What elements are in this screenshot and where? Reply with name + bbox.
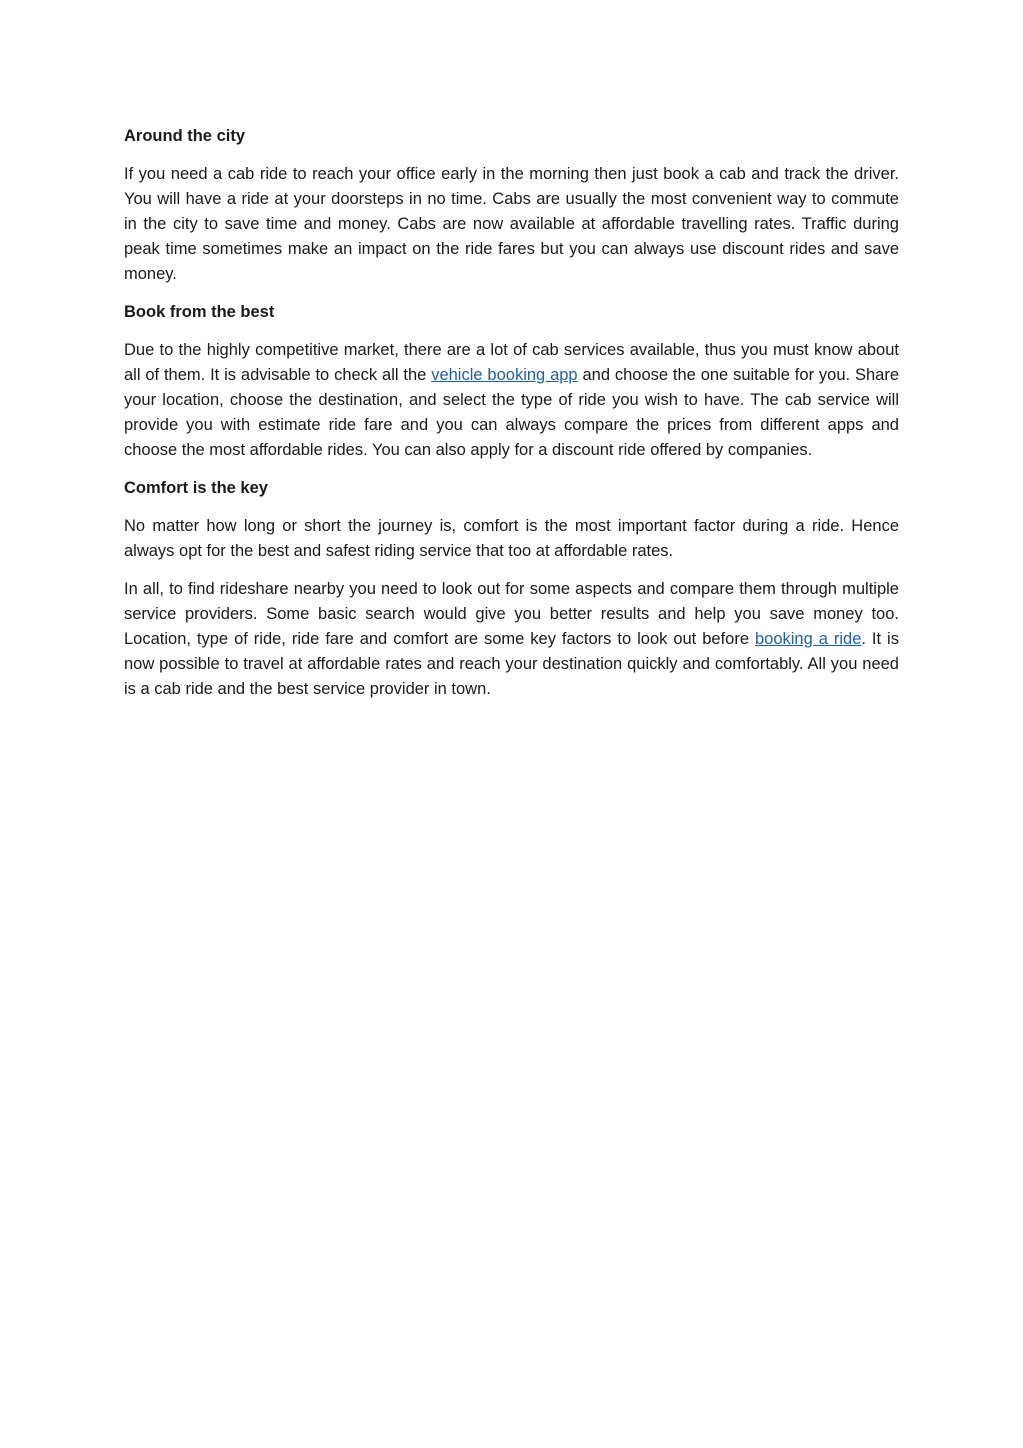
section-heading-around-the-city: Around the city [124, 127, 246, 145]
document-page [124, 124, 899, 715]
paragraph-text-before-link: Due to the highly competitive market, there are a lot of cab services available, thus you must know about all of them. It is advisable to check all the [124, 341, 899, 384]
closing-paragraph [124, 577, 899, 702]
section-heading-book-from-the-best: Book from the best [124, 303, 275, 321]
vehicle-booking-app-link[interactable]: vehicle booking app [431, 366, 578, 384]
section-paragraph-around-the-city: If you need a cab ride to reach your office early in the morning then just book a cab and track the driver. You will have a ride at your doorsteps in no time. Cabs are usually the most convenient way to commute in the city to save time and money. Cabs are now available at affordable travelling rates. Traffic during peak time sometimes make an impact on the ride fares but you can always use discount rides and save money. [124, 165, 899, 283]
section-heading-comfort-is-the-key: Comfort is the key [124, 479, 268, 497]
booking-a-ride-link[interactable]: booking a ride [754, 630, 862, 648]
closing-text-after-link: . It is now possible to travel at affordable rates and reach your destination quickly and comfortably. All you need is a cab ride and the best service provider in town. [124, 630, 899, 698]
section-paragraph-comfort-is-the-key: No matter how long or short the journey is, comfort is the most important factor during a ride. Hence always opt for the best and safest riding service that too at affordable rates. [124, 517, 899, 560]
paragraph-text-after-link: and choose the one suitable for you. Share your location, choose the destination, and select the type of ride you wish to have. The cab service will provide you with estimate ride fare and you can always compare the prices from different apps and choose the most affordable rides. You can also apply for a discount ride offered by companies. [124, 366, 899, 459]
section-paragraph-book-from-the-best [124, 338, 899, 463]
closing-text-before-link: In all, to find rideshare nearby you need to look out for some aspects and compare them through multiple service providers. Some basic search would give you better results and help you save money too. Location, type of ride, ride fare and comfort are some key factors to look out before [124, 580, 899, 648]
